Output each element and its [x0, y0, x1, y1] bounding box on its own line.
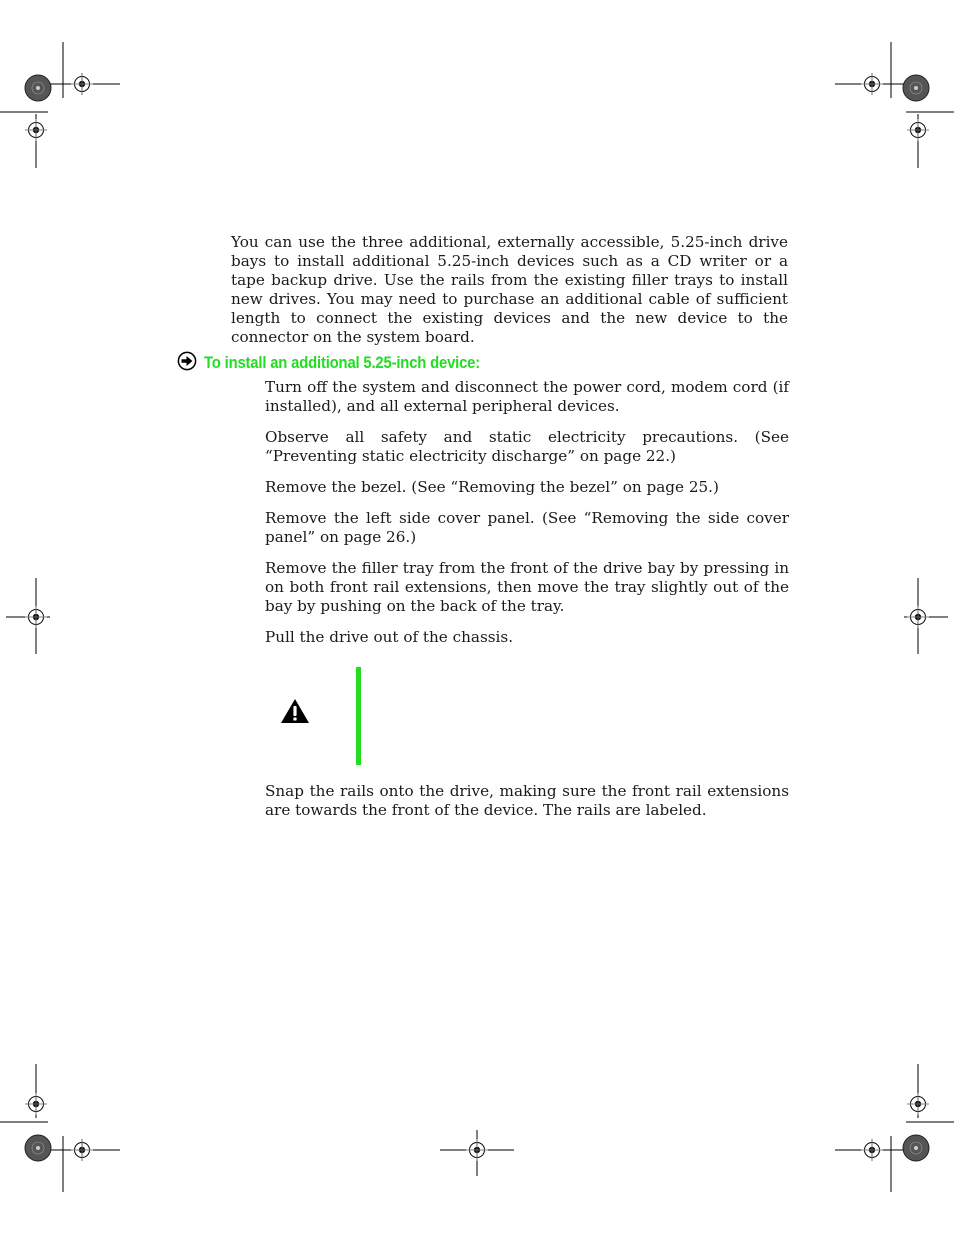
warning-accent-rule: [356, 667, 361, 765]
intro-paragraph: You can use the three additional, externally accessible, 5.25-inch drive bays to install additional 5.25-inch devices such as a CD writer or a tape backup drive. Use the rails from the existing filler trays to install new drives. You may need to purchase an additional cable of sufficient length to connect the existing devices and the new device to the connector on the system board.: [231, 233, 788, 346]
procedure-heading: [177, 352, 511, 374]
step-4: Remove the left side cover panel. (See “Removing the side cover panel” on page 26.): [265, 509, 789, 546]
step-1: Turn off the system and disconnect the power cord, modem cord (if installed), and all external peripheral devices.: [265, 378, 789, 415]
step-2: Observe all safety and static electricity precautions. (See “Preventing static electricity discharge” on page 22.): [265, 428, 789, 465]
arrow-circle-icon: [177, 351, 197, 375]
warning-triangle-icon: [280, 698, 310, 728]
step-3: Remove the bezel. (See “Removing the bezel” on page 25.): [265, 478, 719, 496]
step-5: Remove the filler tray from the front of the drive bay by pressing in on both front rail extensions, then move the tray slightly out of the bay by pushing on the back of the tray.: [265, 559, 789, 615]
step-6: Pull the drive out of the chassis.: [265, 628, 514, 646]
procedure-title: To install an additional 5.25-inch device:: [204, 353, 481, 372]
step-7: Snap the rails onto the drive, making sure the front rail extensions are towards the front of the device. The rails are labeled.: [265, 782, 789, 819]
